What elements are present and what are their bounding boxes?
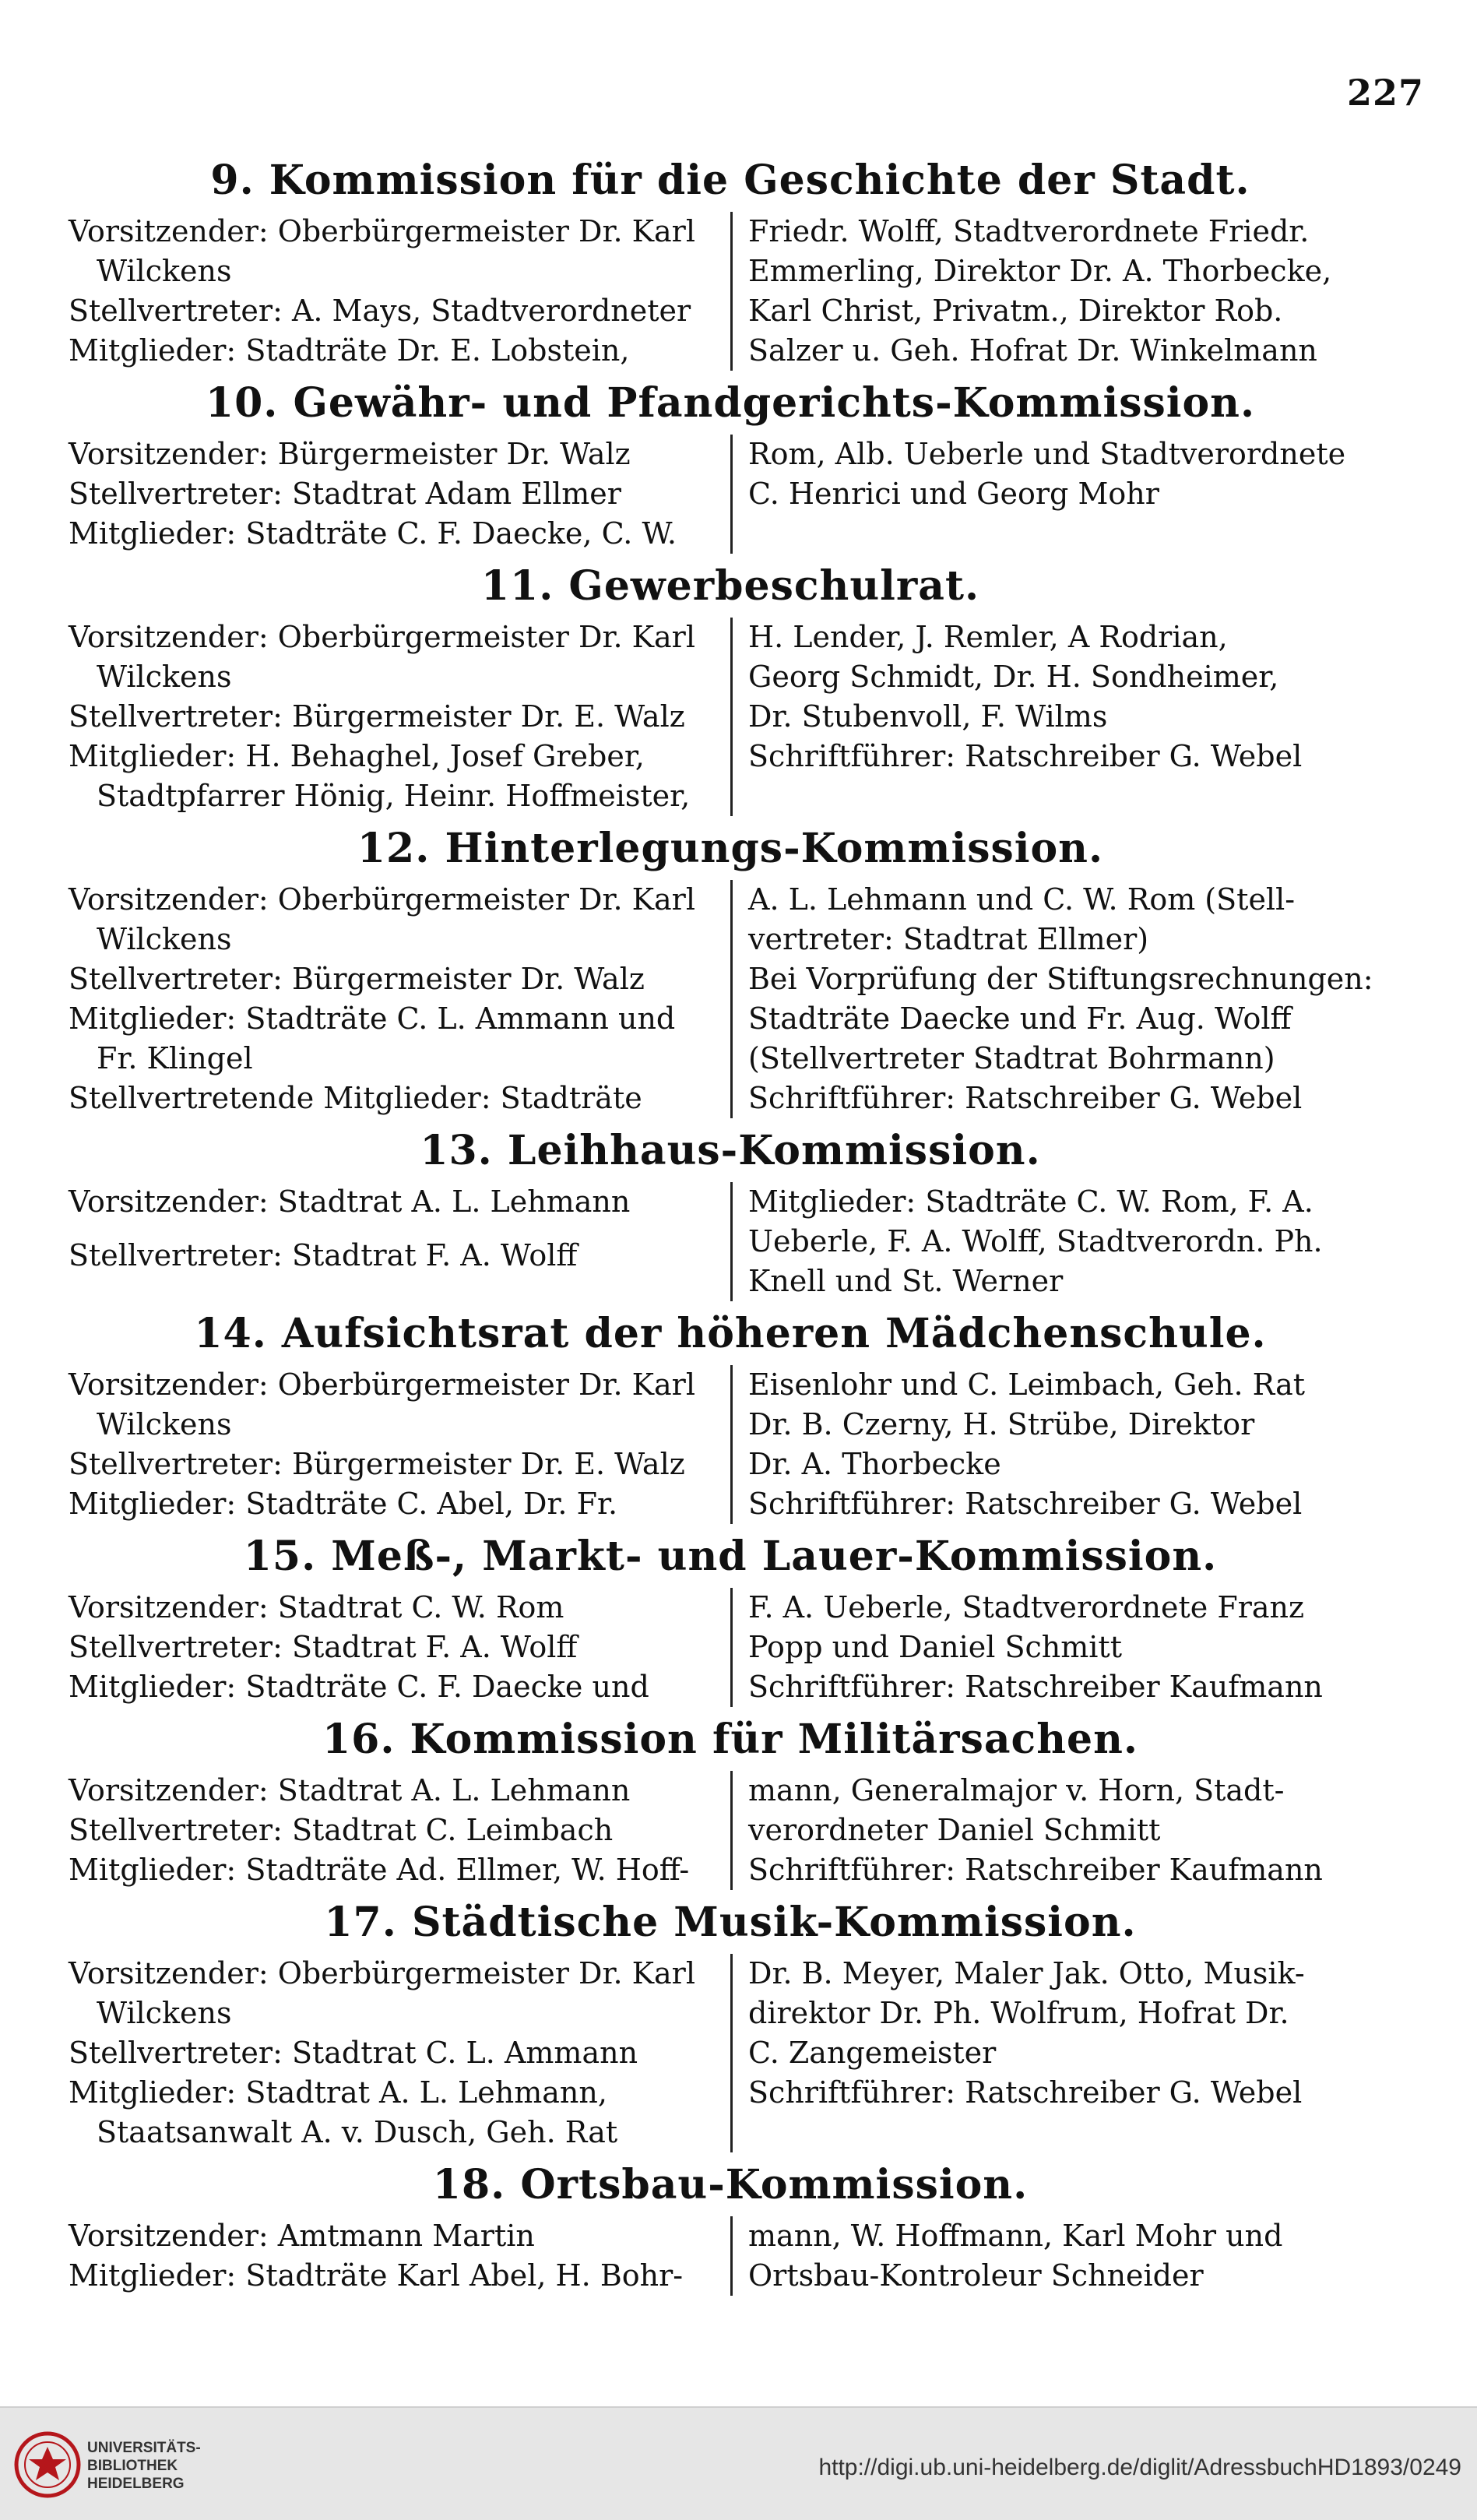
text-line: Stellvertreter: A. Mays, Stadtverordneter — [69, 294, 691, 328]
text-line: direktor Dr. Ph. Wolfrum, Hofrat Dr. — [748, 1996, 1289, 2030]
text-line: Vorsitzender: Oberbürgermeister Dr. Karl — [69, 882, 695, 917]
text-line: Mitglieder: Stadträte C. L. Ammann und — [69, 1001, 676, 1036]
text-line: Dr. A. Thorbecke — [748, 1447, 1001, 1481]
text-line: Schriftführer: Ratschreiber Kaufmann — [748, 1670, 1323, 1704]
text-line: Vorsitzender: Stadtrat C. W. Rom — [69, 1590, 564, 1624]
text-line: Bei Vorprüfung der Stiftungsrechnungen: — [748, 962, 1373, 996]
text-line: vertreter: Stadtrat Ellmer) — [748, 922, 1149, 956]
section-title: 17. Städtische Musik-Kommission. — [324, 1899, 1137, 1946]
left-column — [69, 1588, 730, 1707]
text-line: Staatsanwalt A. v. Dusch, Geh. Rat — [97, 2115, 618, 2149]
section-title: 10. Gewähr- und Pfandgerichts-Kommission. — [205, 379, 1256, 427]
text-line: Schriftführer: Ratschreiber G. Webel — [748, 2075, 1303, 2110]
text-line: Georg Schmidt, Dr. H. Sondheimer, — [748, 660, 1279, 694]
text-line: Vorsitzender: Amtmann Martin — [69, 2219, 535, 2253]
text-line: Stellvertreter: Stadtrat C. L. Ammann — [69, 2036, 638, 2070]
text-line: Salzer u. Geh. Hofrat Dr. Winkelmann — [748, 333, 1317, 368]
text-line: Mitglieder: Stadträte C. F. Daecke, C. W. — [69, 516, 677, 551]
text-line: Dr. B. Meyer, Maler Jak. Otto, Musik- — [748, 1956, 1305, 1990]
section-17 — [69, 1898, 1392, 2152]
left-column — [69, 1771, 730, 1890]
section-9 — [69, 156, 1392, 371]
text-line: Wilckens — [97, 1407, 232, 1441]
text-line: (Stellvertreter Stadtrat Bohrmann) — [748, 1041, 1275, 1075]
left-column — [69, 880, 730, 1118]
section-body — [69, 435, 1392, 554]
text-line: Knell und St. Werner — [748, 1264, 1064, 1298]
text-line: Mitglieder: Stadträte C. W. Rom, F. A. — [748, 1184, 1313, 1219]
text-line: Stellvertreter: Bürgermeister Dr. E. Walz — [69, 1447, 685, 1481]
section-body — [69, 1954, 1392, 2152]
left-column — [69, 435, 730, 554]
text-line: H. Lender, J. Remler, A Rodrian, — [748, 620, 1228, 654]
text-line: Friedr. Wolff, Stadtverordnete Friedr. — [748, 214, 1310, 248]
text-line: Mitglieder: Stadträte Dr. E. Lobstein, — [69, 333, 630, 368]
section-body — [69, 2216, 1392, 2296]
section-body — [69, 1771, 1392, 1890]
text-line: Dr. B. Czerny, H. Strübe, Direktor — [748, 1407, 1255, 1441]
text-line: Vorsitzender: Oberbürgermeister Dr. Karl — [69, 1367, 695, 1402]
text-line: Stellvertreter: Stadtrat C. Leimbach — [69, 1813, 614, 1847]
section-16 — [69, 1715, 1392, 1890]
text-line: Mitglieder: Stadträte C. F. Daecke und — [69, 1670, 649, 1704]
section-body — [69, 1182, 1392, 1301]
left-column — [69, 1182, 730, 1301]
section-title: 15. Meß-, Markt- und Lauer-Kommission. — [243, 1533, 1218, 1580]
text-line: Stellvertreter: Stadtrat Adam Ellmer — [69, 477, 621, 511]
section-title: 16. Kommission für Militärsachen. — [322, 1716, 1139, 1763]
text-line: verordneter Daniel Schmitt — [748, 1813, 1161, 1847]
left-column — [69, 1954, 730, 2152]
text-line: C. Zangemeister — [748, 2036, 997, 2070]
text-line: Stellvertreter: Bürgermeister Dr. Walz — [69, 962, 645, 996]
text-line: C. Henrici und Georg Mohr — [748, 477, 1159, 511]
text-line: mann, Generalmajor v. Horn, Stadt- — [748, 1773, 1285, 1807]
left-column — [69, 618, 730, 816]
text-line: Vorsitzender: Stadtrat A. L. Lehmann — [69, 1184, 631, 1219]
university-seal-icon — [14, 2431, 81, 2498]
text-line: Mitglieder: H. Behaghel, Josef Greber, — [69, 739, 645, 773]
text-line: A. L. Lehmann und C. W. Rom (Stell- — [748, 882, 1296, 917]
section-body — [69, 212, 1392, 371]
section-15 — [69, 1532, 1392, 1707]
text-line: Vorsitzender: Stadtrat A. L. Lehmann — [69, 1773, 631, 1807]
text-line: Schriftführer: Ratschreiber G. Webel — [748, 1487, 1303, 1521]
text-line: Ueberle, F. A. Wolff, Stadtverordn. Ph. — [748, 1224, 1323, 1258]
text-line: Wilckens — [97, 254, 232, 288]
text-line: Dr. Stubenvoll, F. Wilms — [748, 699, 1108, 734]
section-body — [69, 1365, 1392, 1524]
page-number: 227 — [1346, 72, 1424, 114]
right-column — [730, 1365, 1392, 1524]
text-line: Vorsitzender: Oberbürgermeister Dr. Karl — [69, 620, 695, 654]
text-line: Mitglieder: Stadtrat A. L. Lehmann, — [69, 2075, 607, 2110]
section-14 — [69, 1309, 1392, 1524]
section-title: 9. Kommission für die Geschichte der Stadt. — [210, 157, 1250, 204]
text-line: Schriftführer: Ratschreiber G. Webel — [748, 1081, 1303, 1115]
text-line: Stellvertretende Mitglieder: Stadträte — [69, 1081, 642, 1115]
section-10 — [69, 378, 1392, 554]
text-line: Vorsitzender: Oberbürgermeister Dr. Karl — [69, 214, 695, 248]
text-line: Fr. Klingel — [97, 1041, 253, 1075]
institution-line: BIBLIOTHEK — [87, 2458, 178, 2474]
text-line: Stadtpfarrer Hönig, Heinr. Hoffmeister, — [97, 779, 691, 813]
left-column — [69, 1365, 730, 1524]
right-column — [730, 2216, 1392, 2296]
right-column — [730, 618, 1392, 816]
right-column — [730, 1771, 1392, 1890]
left-column — [69, 2216, 730, 2296]
institution-line: HEIDELBERG — [87, 2476, 185, 2492]
text-line: Rom, Alb. Ueberle und Stadtverordnete — [748, 437, 1346, 471]
text-line: Eisenlohr und C. Leimbach, Geh. Rat — [748, 1367, 1306, 1402]
footer-bar — [0, 2406, 1477, 2520]
source-url-link[interactable]: http://digi.ub.uni-heidelberg.de/diglit/AdressbuchHD1893/0249 — [818, 2455, 1461, 2480]
text-line: Mitglieder: Stadträte Karl Abel, H. Bohr- — [69, 2258, 684, 2293]
right-column — [730, 1182, 1392, 1301]
section-body — [69, 1588, 1392, 1707]
right-column — [730, 1954, 1392, 2152]
section-title: 18. Ortsbau-Kommission. — [432, 2161, 1029, 2209]
text-line: Wilckens — [97, 1996, 232, 2030]
right-column — [730, 880, 1392, 1118]
text-line: Stadträte Daecke und Fr. Aug. Wolff — [748, 1001, 1292, 1036]
right-column — [730, 212, 1392, 371]
section-12 — [69, 824, 1392, 1118]
left-column — [69, 212, 730, 371]
text-line: F. A. Ueberle, Stadtverordnete Franz — [748, 1590, 1305, 1624]
section-18 — [69, 2160, 1392, 2296]
section-title: 14. Aufsichtsrat der höheren Mädchenschule. — [194, 1310, 1267, 1357]
text-line: Vorsitzender: Bürgermeister Dr. Walz — [69, 437, 631, 471]
section-body — [69, 618, 1392, 816]
section-body — [69, 880, 1392, 1118]
text-line: Emmerling, Direktor Dr. A. Thorbecke, — [748, 254, 1332, 288]
right-column — [730, 435, 1392, 554]
text-line: Wilckens — [97, 660, 232, 694]
text-line: Mitglieder: Stadträte Ad. Ellmer, W. Hoff- — [69, 1853, 690, 1887]
text-line: Stellvertreter: Stadtrat F. A. Wolff — [69, 1238, 578, 1272]
text-line: Stellvertreter: Stadtrat F. A. Wolff — [69, 1630, 578, 1664]
text-line: Schriftführer: Ratschreiber Kaufmann — [748, 1853, 1323, 1887]
text-line: Popp und Daniel Schmitt — [748, 1630, 1122, 1664]
text-line: Wilckens — [97, 922, 232, 956]
text-line: Ortsbau-Kontroleur Schneider — [748, 2258, 1204, 2293]
seal-emblem — [29, 2447, 66, 2480]
right-column — [730, 1588, 1392, 1707]
section-11 — [69, 561, 1392, 816]
section-title: 11. Gewerbeschulrat. — [480, 562, 980, 610]
institution-line: UNIVERSITÄTS- — [87, 2440, 201, 2456]
text-line: Stellvertreter: Bürgermeister Dr. E. Walz — [69, 699, 685, 734]
text-line: Vorsitzender: Oberbürgermeister Dr. Karl — [69, 1956, 695, 1990]
text-line: Mitglieder: Stadträte C. Abel, Dr. Fr. — [69, 1487, 618, 1521]
text-line: mann, W. Hoffmann, Karl Mohr und — [748, 2219, 1283, 2253]
page-content — [69, 148, 1392, 2296]
text-line: Karl Christ, Privatm., Direktor Rob. — [748, 294, 1283, 328]
institution-name — [87, 2439, 201, 2493]
section-13 — [69, 1126, 1392, 1301]
section-title: 12. Hinterlegungs-Kommission. — [357, 825, 1104, 872]
text-line: Schriftführer: Ratschreiber G. Webel — [748, 739, 1303, 773]
section-title: 13. Leihhaus-Kommission. — [420, 1127, 1041, 1174]
